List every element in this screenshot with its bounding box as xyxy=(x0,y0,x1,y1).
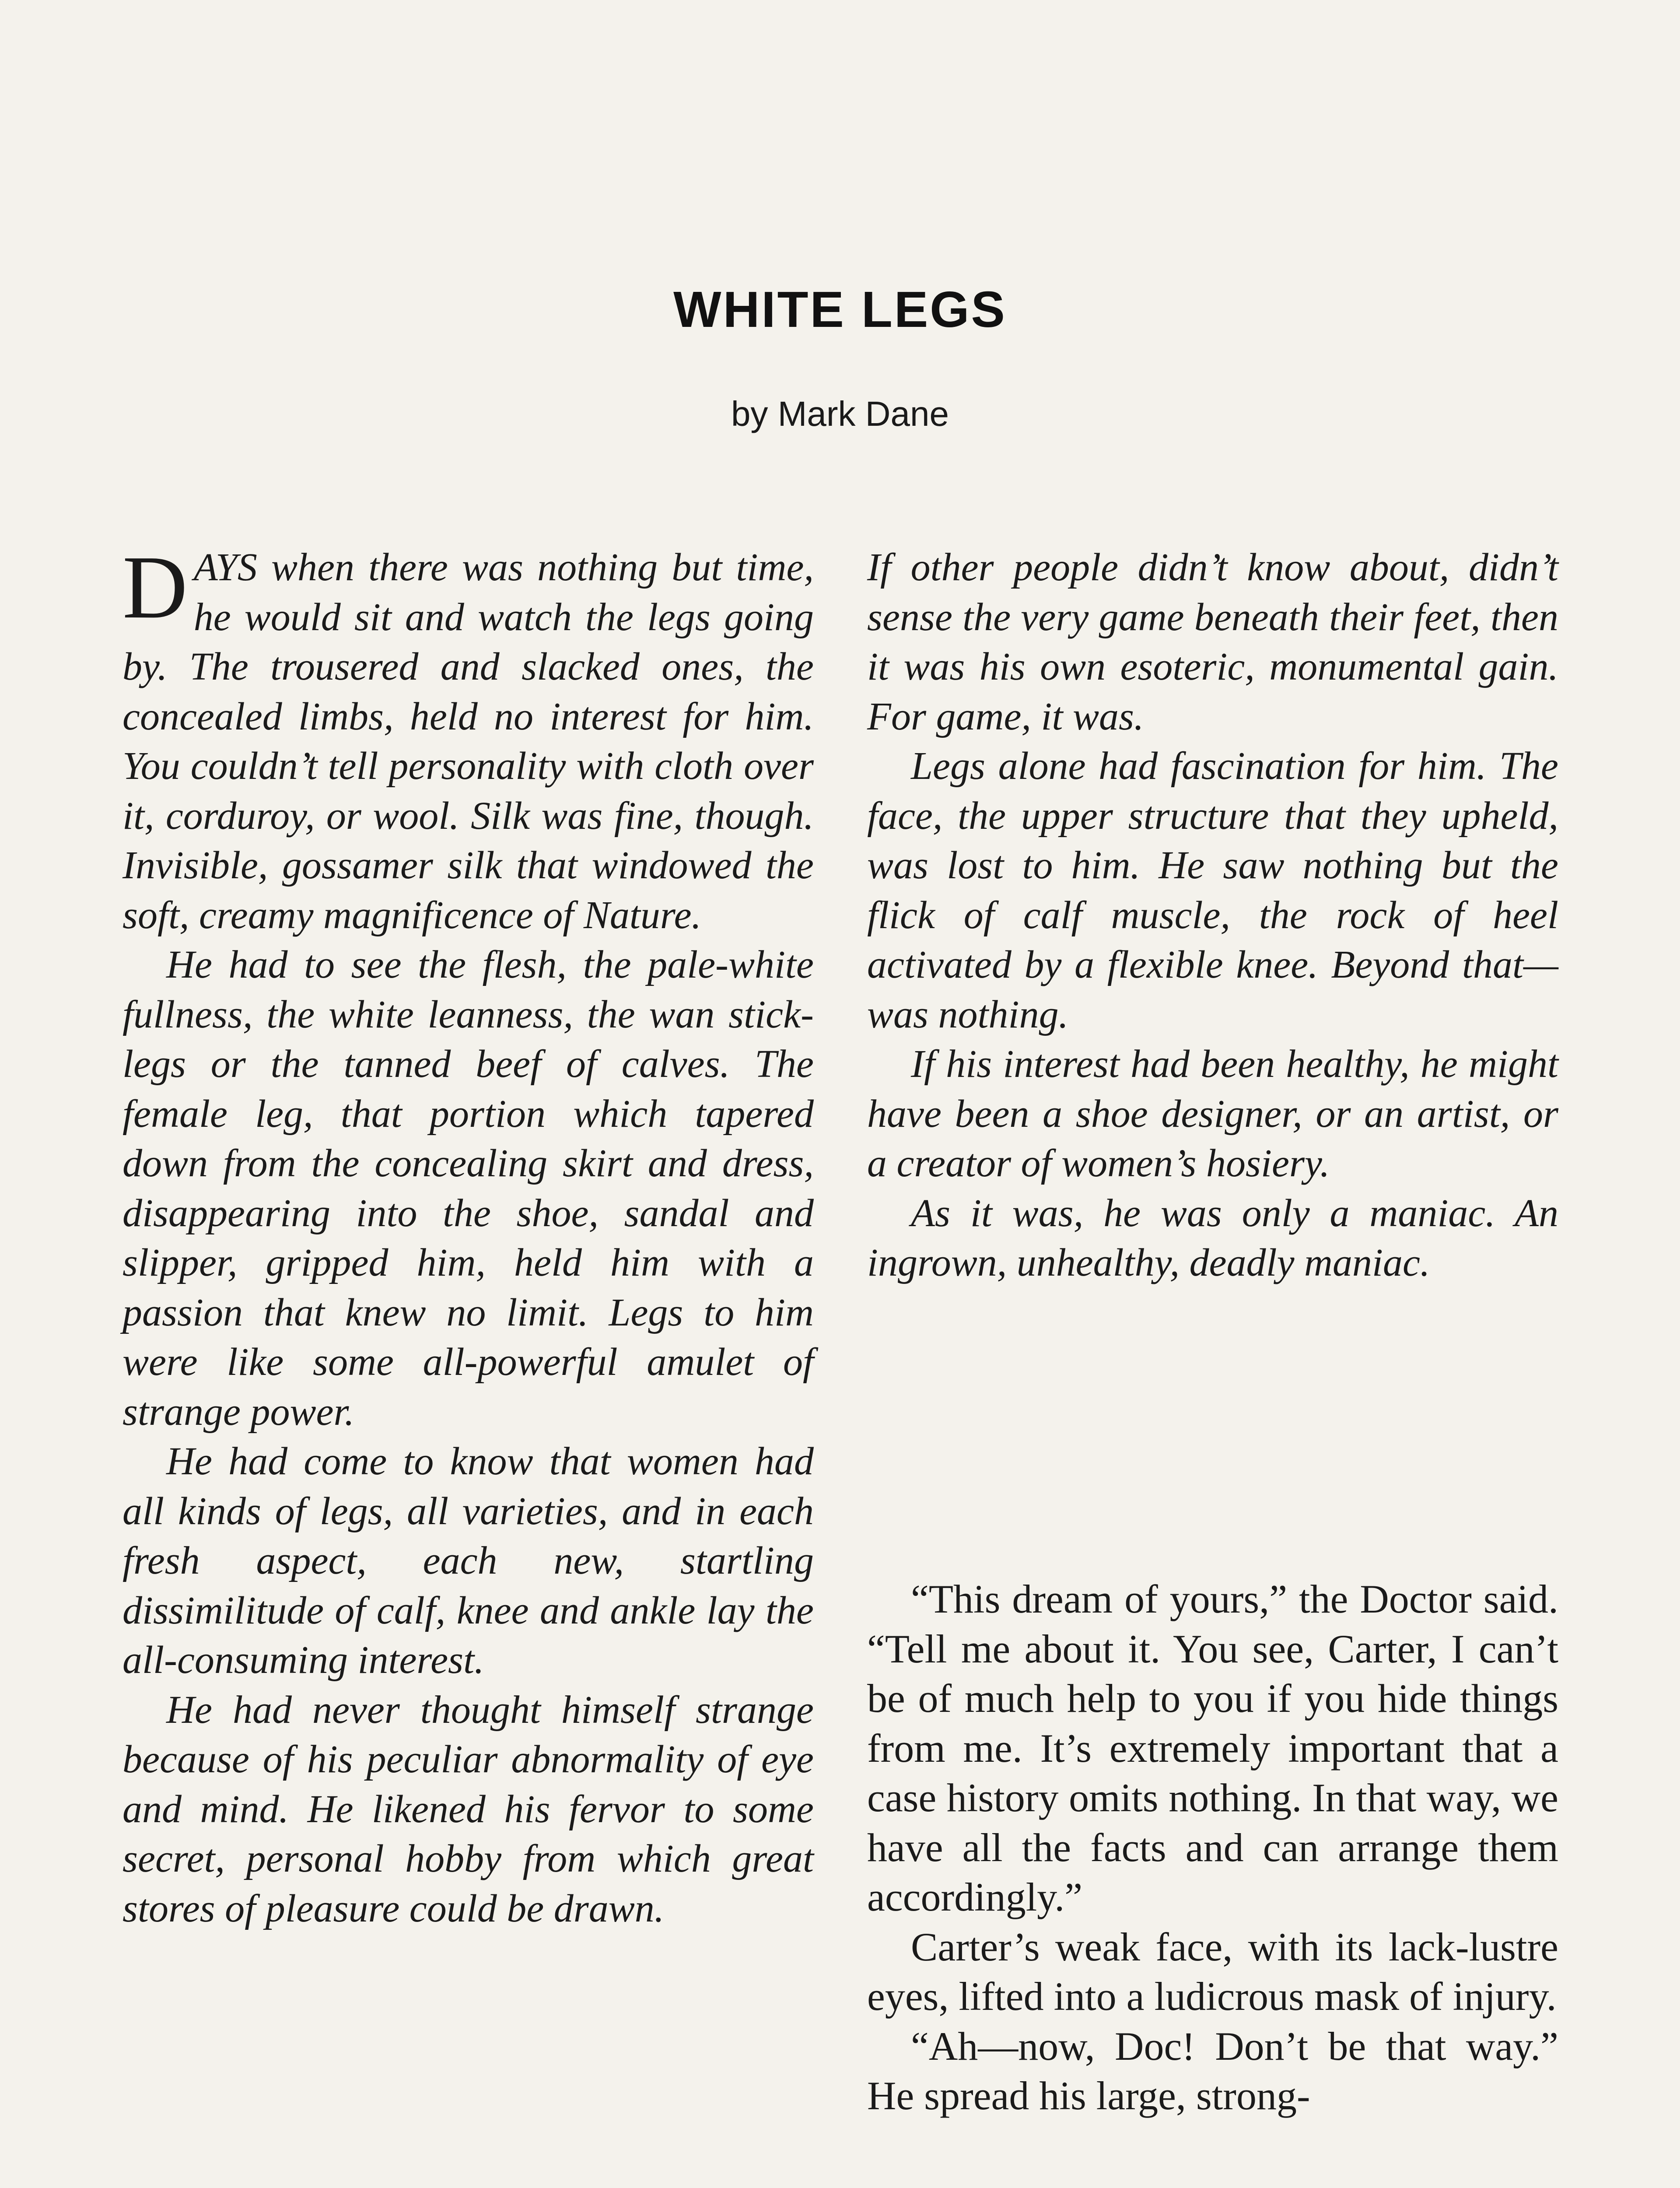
paragraph: He had to see the flesh, the pale-white fullness, the white leanness, the wan stick-legs or the tanned beef of calves. The female leg, that portion which tapered down from the concealing skirt and dress, disappearing into the shoe, sandal and slipper, gripped him, held him with a passion that knew no limit. Legs to him were like some all-powerful amulet of strange power. xyxy=(122,943,814,1434)
paragraph: As it was, he was only a maniac. An ingrown, unhealthy, deadly maniac. xyxy=(867,1191,1558,1284)
left-column xyxy=(122,537,814,1933)
right-column xyxy=(867,543,1558,1288)
paragraph: Legs alone had fascination for him. The face, the upper structure that they upheld, was lost to him. He saw nothing but the flick of calf muscle, the rock of heel activated by a flexible knee. Beyond that—was nothing. xyxy=(867,744,1558,1036)
paragraph xyxy=(122,537,814,940)
dialogue-section xyxy=(867,1574,1558,2121)
byline: by Mark Dane xyxy=(731,394,949,433)
drop-cap: D xyxy=(122,537,188,637)
paragraph: “Ah—now, Doc! Don’t be that way.” He spread his large, strong- xyxy=(867,2023,1558,2118)
paragraph: If other people didn’t know about, didn’t sense the very game beneath their feet, then it was his own esoteric, monumental gain. For game, it was. xyxy=(867,546,1558,738)
story-title: WHITE LEGS xyxy=(673,281,1007,338)
paragraph: “This dream of yours,” the Doctor said. “Tell me about it. You see, Carter, I can’t be of much help to you if you hide things from me. It’s extremely important that a case history omits nothing. In that way, we have all the facts and can arrange them accordingly.” xyxy=(867,1577,1558,1919)
paragraph: He had never thought himself strange because of his peculiar abnormality of eye and mind. He likened his fervor to some secret, personal hobby from which great stores of pleasure could be drawn. xyxy=(122,1688,814,1930)
paragraph-text: AYS when there was nothing but time, he would sit and watch the legs going by. The trousered and slacked ones, the concealed limbs, held no interest for him. You couldn’t tell personality with cloth over it, corduroy, or wool. Silk was fine, though. Invisible, gossamer silk that windowed the soft, creamy magnificence of Nature. xyxy=(122,546,814,937)
paragraph: If his interest had been healthy, he might have been a shoe designer, or an artist, or a creator of women’s hosiery. xyxy=(867,1042,1558,1185)
paragraph: Carter’s weak face, with its lack-lustre eyes, lifted into a ludicrous mask of injury. xyxy=(867,1924,1558,2019)
paragraph: He had come to know that women had all kinds of legs, all varieties, and in each fresh aspect, each new, startling dissimilitude of calf, knee and ankle lay the all-consuming interest. xyxy=(122,1440,814,1682)
